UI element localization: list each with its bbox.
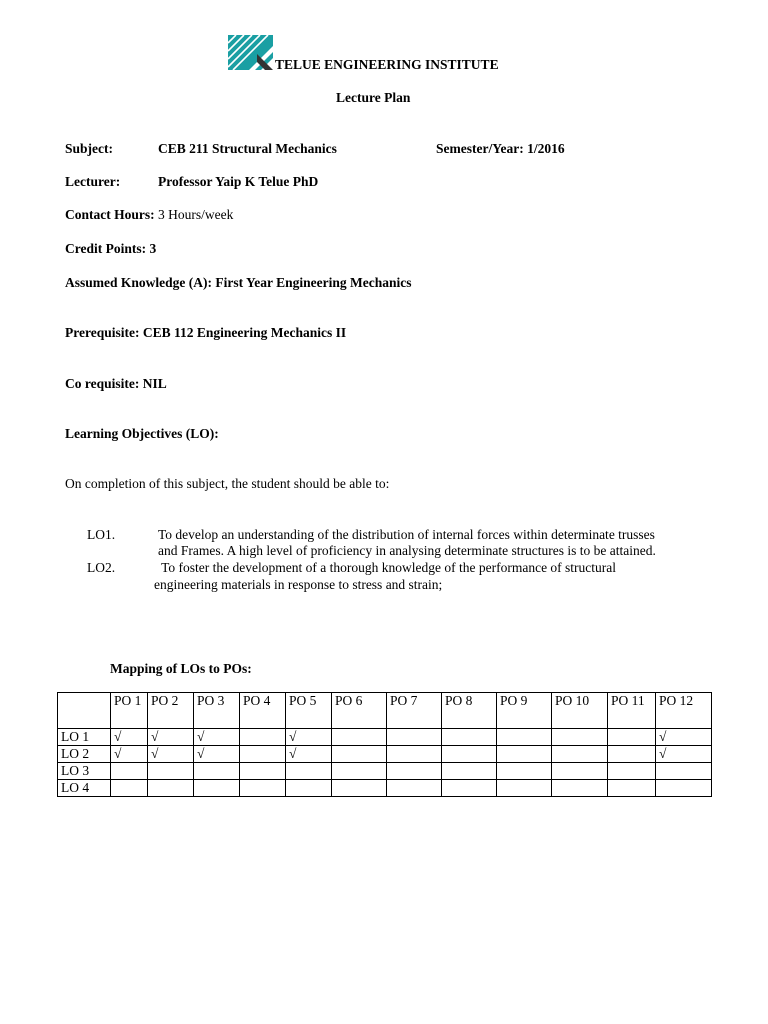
table-row bbox=[58, 780, 712, 797]
credit-points: Credit Points: 3 bbox=[65, 241, 157, 256]
lo2-number: LO2. bbox=[87, 560, 116, 575]
table-cell: √ bbox=[286, 729, 332, 746]
table-cell bbox=[111, 780, 148, 797]
table-cell bbox=[552, 729, 608, 746]
table-cell bbox=[148, 763, 194, 780]
lo2-text-line1: To foster the development of a thorough knowledge of the performance of structural bbox=[158, 560, 617, 575]
table-cell bbox=[608, 780, 656, 797]
table-cell: √ bbox=[194, 729, 240, 746]
table-cell bbox=[608, 746, 656, 763]
table-cell bbox=[240, 763, 286, 780]
learning-objectives-heading: Learning Objectives (LO): bbox=[65, 426, 219, 441]
table-cell: √ bbox=[286, 746, 332, 763]
lo2-text-line2: engineering materials in response to stress and strain; bbox=[154, 577, 443, 592]
table-cell bbox=[240, 780, 286, 797]
assumed-knowledge: Assumed Knowledge (A): First Year Engineering Mechanics bbox=[65, 275, 412, 290]
table-cell bbox=[332, 746, 387, 763]
semester-year: Semester/Year: 1/2016 bbox=[436, 141, 565, 156]
table-cell bbox=[387, 729, 442, 746]
contact-hours-label: Contact Hours: bbox=[65, 207, 155, 222]
lo1-text-line1: To develop an understanding of the distribution of internal forces within determinate trusses bbox=[158, 527, 655, 542]
table-row bbox=[58, 763, 712, 780]
table-cell: √ bbox=[111, 746, 148, 763]
table-cell bbox=[111, 763, 148, 780]
table-cell bbox=[194, 763, 240, 780]
table-row bbox=[58, 729, 712, 746]
corequisite: Co requisite: NIL bbox=[65, 376, 167, 391]
table-cell bbox=[148, 780, 194, 797]
telue-logo-icon bbox=[227, 34, 274, 71]
table-header-cell: PO 8 bbox=[442, 693, 497, 729]
table-row bbox=[58, 746, 712, 763]
table-cell bbox=[552, 746, 608, 763]
table-cell bbox=[608, 729, 656, 746]
table-header-cell: PO 4 bbox=[240, 693, 286, 729]
row-label-cell: LO 1 bbox=[58, 729, 111, 746]
table-cell bbox=[497, 763, 552, 780]
table-cell bbox=[332, 780, 387, 797]
table-header-cell: PO 5 bbox=[286, 693, 332, 729]
lecturer-label: Lecturer: bbox=[65, 174, 121, 189]
table-header-row bbox=[58, 693, 712, 729]
table-header-cell: PO 11 bbox=[608, 693, 656, 729]
prerequisite: Prerequisite: CEB 112 Engineering Mechanics II bbox=[65, 325, 347, 340]
row-label-cell: LO 4 bbox=[58, 780, 111, 797]
subject-label: Subject: bbox=[65, 141, 113, 156]
table-header-cell: PO 1 bbox=[111, 693, 148, 729]
table-header-cell: PO 2 bbox=[148, 693, 194, 729]
row-label-cell: LO 3 bbox=[58, 763, 111, 780]
table-header-cell: PO 7 bbox=[387, 693, 442, 729]
table-header-cell: PO 12 bbox=[656, 693, 712, 729]
table-header-cell: PO 3 bbox=[194, 693, 240, 729]
table-cell: √ bbox=[194, 746, 240, 763]
table-header-cell: PO 10 bbox=[552, 693, 608, 729]
table-cell: √ bbox=[148, 729, 194, 746]
table-cell bbox=[442, 746, 497, 763]
table-cell bbox=[332, 729, 387, 746]
table-cell: √ bbox=[656, 729, 712, 746]
contact-hours-value: 3 Hours/week bbox=[158, 207, 234, 222]
subject-value: CEB 211 Structural Mechanics bbox=[158, 141, 337, 156]
institute-name: TELUE ENGINEERING INSTITUTE bbox=[275, 57, 499, 72]
table-cell: √ bbox=[148, 746, 194, 763]
table-cell bbox=[497, 729, 552, 746]
table-cell bbox=[240, 746, 286, 763]
table-header-cell: PO 9 bbox=[497, 693, 552, 729]
lo1-number: LO1. bbox=[87, 527, 116, 542]
table-cell bbox=[286, 780, 332, 797]
table-cell bbox=[497, 780, 552, 797]
table-cell bbox=[656, 780, 712, 797]
lecturer-value: Professor Yaip K Telue PhD bbox=[158, 174, 319, 189]
table-cell bbox=[286, 763, 332, 780]
table-cell bbox=[194, 780, 240, 797]
table-cell bbox=[442, 729, 497, 746]
row-label-cell: LO 2 bbox=[58, 746, 111, 763]
table-cell bbox=[552, 780, 608, 797]
table-header-cell: PO 6 bbox=[332, 693, 387, 729]
lo1-text-line2: and Frames. A high level of proficiency in analysing determinate structures is to be attained. bbox=[158, 543, 656, 558]
table-cell bbox=[240, 729, 286, 746]
table-cell bbox=[387, 763, 442, 780]
table-cell bbox=[552, 763, 608, 780]
contact-hours bbox=[65, 207, 233, 223]
table-cell bbox=[497, 746, 552, 763]
table-corner-cell bbox=[58, 693, 111, 729]
mapping-heading: Mapping of LOs to POs: bbox=[110, 661, 252, 676]
table-cell bbox=[332, 763, 387, 780]
table-cell: √ bbox=[656, 746, 712, 763]
lo-po-mapping-table bbox=[57, 692, 712, 797]
table-cell bbox=[608, 763, 656, 780]
table-cell bbox=[656, 763, 712, 780]
page-title: Lecture Plan bbox=[336, 90, 411, 105]
table-cell: √ bbox=[111, 729, 148, 746]
table-cell bbox=[387, 746, 442, 763]
table-cell bbox=[387, 780, 442, 797]
table-cell bbox=[442, 763, 497, 780]
objectives-intro: On completion of this subject, the student should be able to: bbox=[65, 476, 390, 491]
table-cell bbox=[442, 780, 497, 797]
